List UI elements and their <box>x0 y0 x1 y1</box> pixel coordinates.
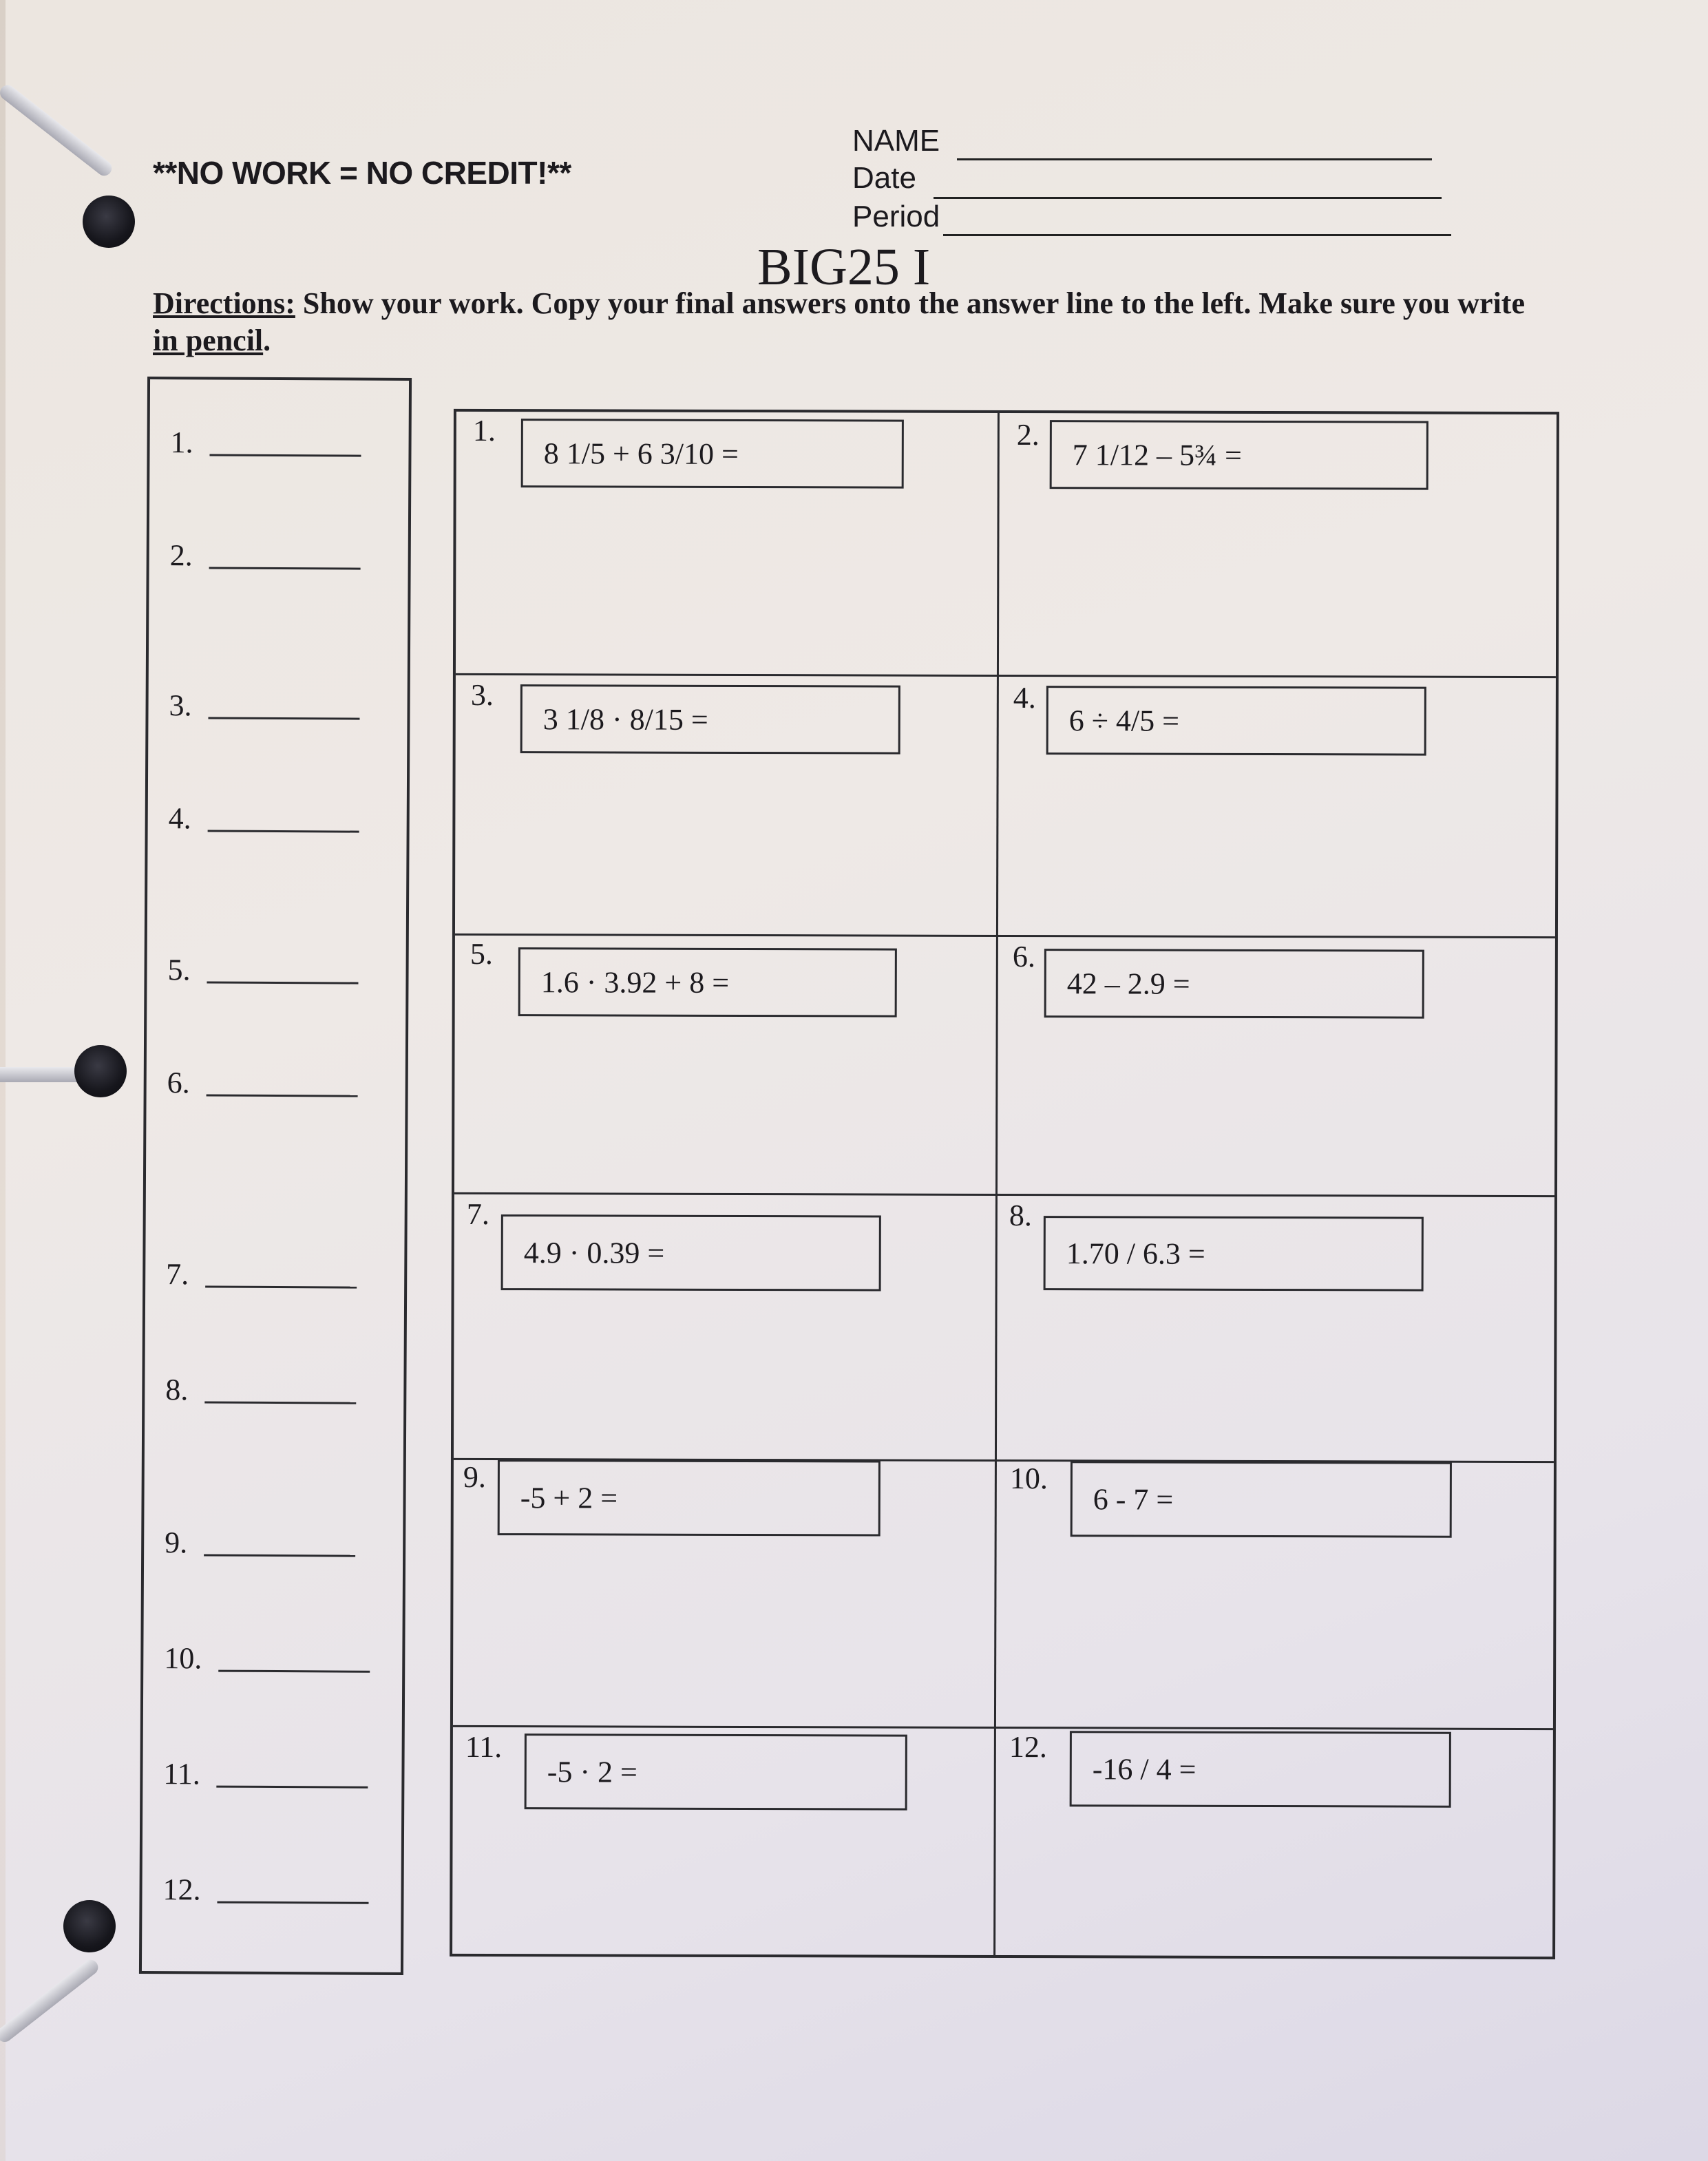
answer-line[interactable]: 6. <box>167 1065 358 1101</box>
directions <box>153 285 1543 359</box>
answer-line[interactable]: 9. <box>165 1525 355 1561</box>
problem-box: 1.6 · 3.92 + 8 = <box>518 947 897 1017</box>
grid-divider <box>456 673 1556 678</box>
problem-number: 3. <box>470 677 494 713</box>
problem-number: 1. <box>472 413 496 448</box>
grid-divider <box>455 934 1555 938</box>
problem-number: 4. <box>1013 681 1036 715</box>
directions-emphasis: in pencil <box>153 324 264 357</box>
binder-ring-bottom <box>63 1900 116 1952</box>
binder-ring-middle <box>74 1045 127 1097</box>
problem-box: -5 + 2 = <box>498 1459 881 1536</box>
problem-number: 8. <box>1009 1199 1032 1233</box>
answer-line[interactable]: 10. <box>164 1641 370 1677</box>
problem-number: 5. <box>470 936 493 971</box>
date-label: Date <box>852 161 916 195</box>
problem-number: 6. <box>1012 940 1035 974</box>
answer-line[interactable]: 7. <box>166 1256 357 1292</box>
answer-line[interactable]: 4. <box>169 801 359 836</box>
problem-grid <box>450 409 1559 1959</box>
problem-number: 10. <box>1009 1462 1048 1496</box>
problem-number: 7. <box>466 1197 489 1232</box>
answer-line[interactable]: 8. <box>165 1372 356 1408</box>
answer-line[interactable]: 12. <box>162 1872 368 1908</box>
problem-number: 9. <box>463 1459 486 1495</box>
problem-number: 12. <box>1009 1730 1047 1764</box>
binder-ring-top <box>83 196 135 248</box>
problem-box: 42 – 2.9 = <box>1044 949 1424 1018</box>
problem-box: 3 1/8 · 8/15 = <box>520 684 900 754</box>
name-label: NAME <box>852 124 940 158</box>
answer-line[interactable]: 3. <box>169 688 359 724</box>
date-line[interactable] <box>934 197 1442 199</box>
problem-box: -16 / 4 = <box>1070 1731 1451 1807</box>
answer-line[interactable]: 2. <box>170 538 361 573</box>
name-line[interactable] <box>957 158 1432 160</box>
problem-box: 4.9 · 0.39 = <box>501 1214 881 1291</box>
problem-box: 6 ÷ 4/5 = <box>1046 686 1426 755</box>
directions-label: Directions: <box>153 286 295 320</box>
grid-divider-vertical <box>993 413 1000 1955</box>
grid-divider <box>453 1725 1553 1730</box>
answer-panel <box>139 377 412 1975</box>
worksheet-title: BIG25 I <box>757 238 931 296</box>
directions-end: . <box>263 324 271 357</box>
problem-box: 1.70 / 6.3 = <box>1044 1216 1424 1291</box>
answer-line[interactable]: 11. <box>163 1756 368 1793</box>
answer-line[interactable]: 5. <box>167 952 358 988</box>
period-line[interactable] <box>943 234 1451 236</box>
no-work-notice: **NO WORK = NO CREDIT!** <box>153 155 571 191</box>
problem-number: 11. <box>465 1729 503 1764</box>
problem-number: 2. <box>1016 418 1040 452</box>
problem-box: 6 - 7 = <box>1071 1461 1452 1537</box>
answer-line[interactable]: 1. <box>170 425 361 461</box>
directions-text: Show your work. Copy your final answers onto the answer line to the left. Make sure you write <box>295 286 1525 320</box>
grid-divider <box>454 1192 1554 1197</box>
problem-box: 8 1/5 + 6 3/10 = <box>521 419 904 488</box>
problem-box: 7 1/12 – 5¾ = <box>1050 420 1428 489</box>
period-label: Period <box>852 200 940 233</box>
problem-box: -5 · 2 = <box>525 1733 907 1810</box>
